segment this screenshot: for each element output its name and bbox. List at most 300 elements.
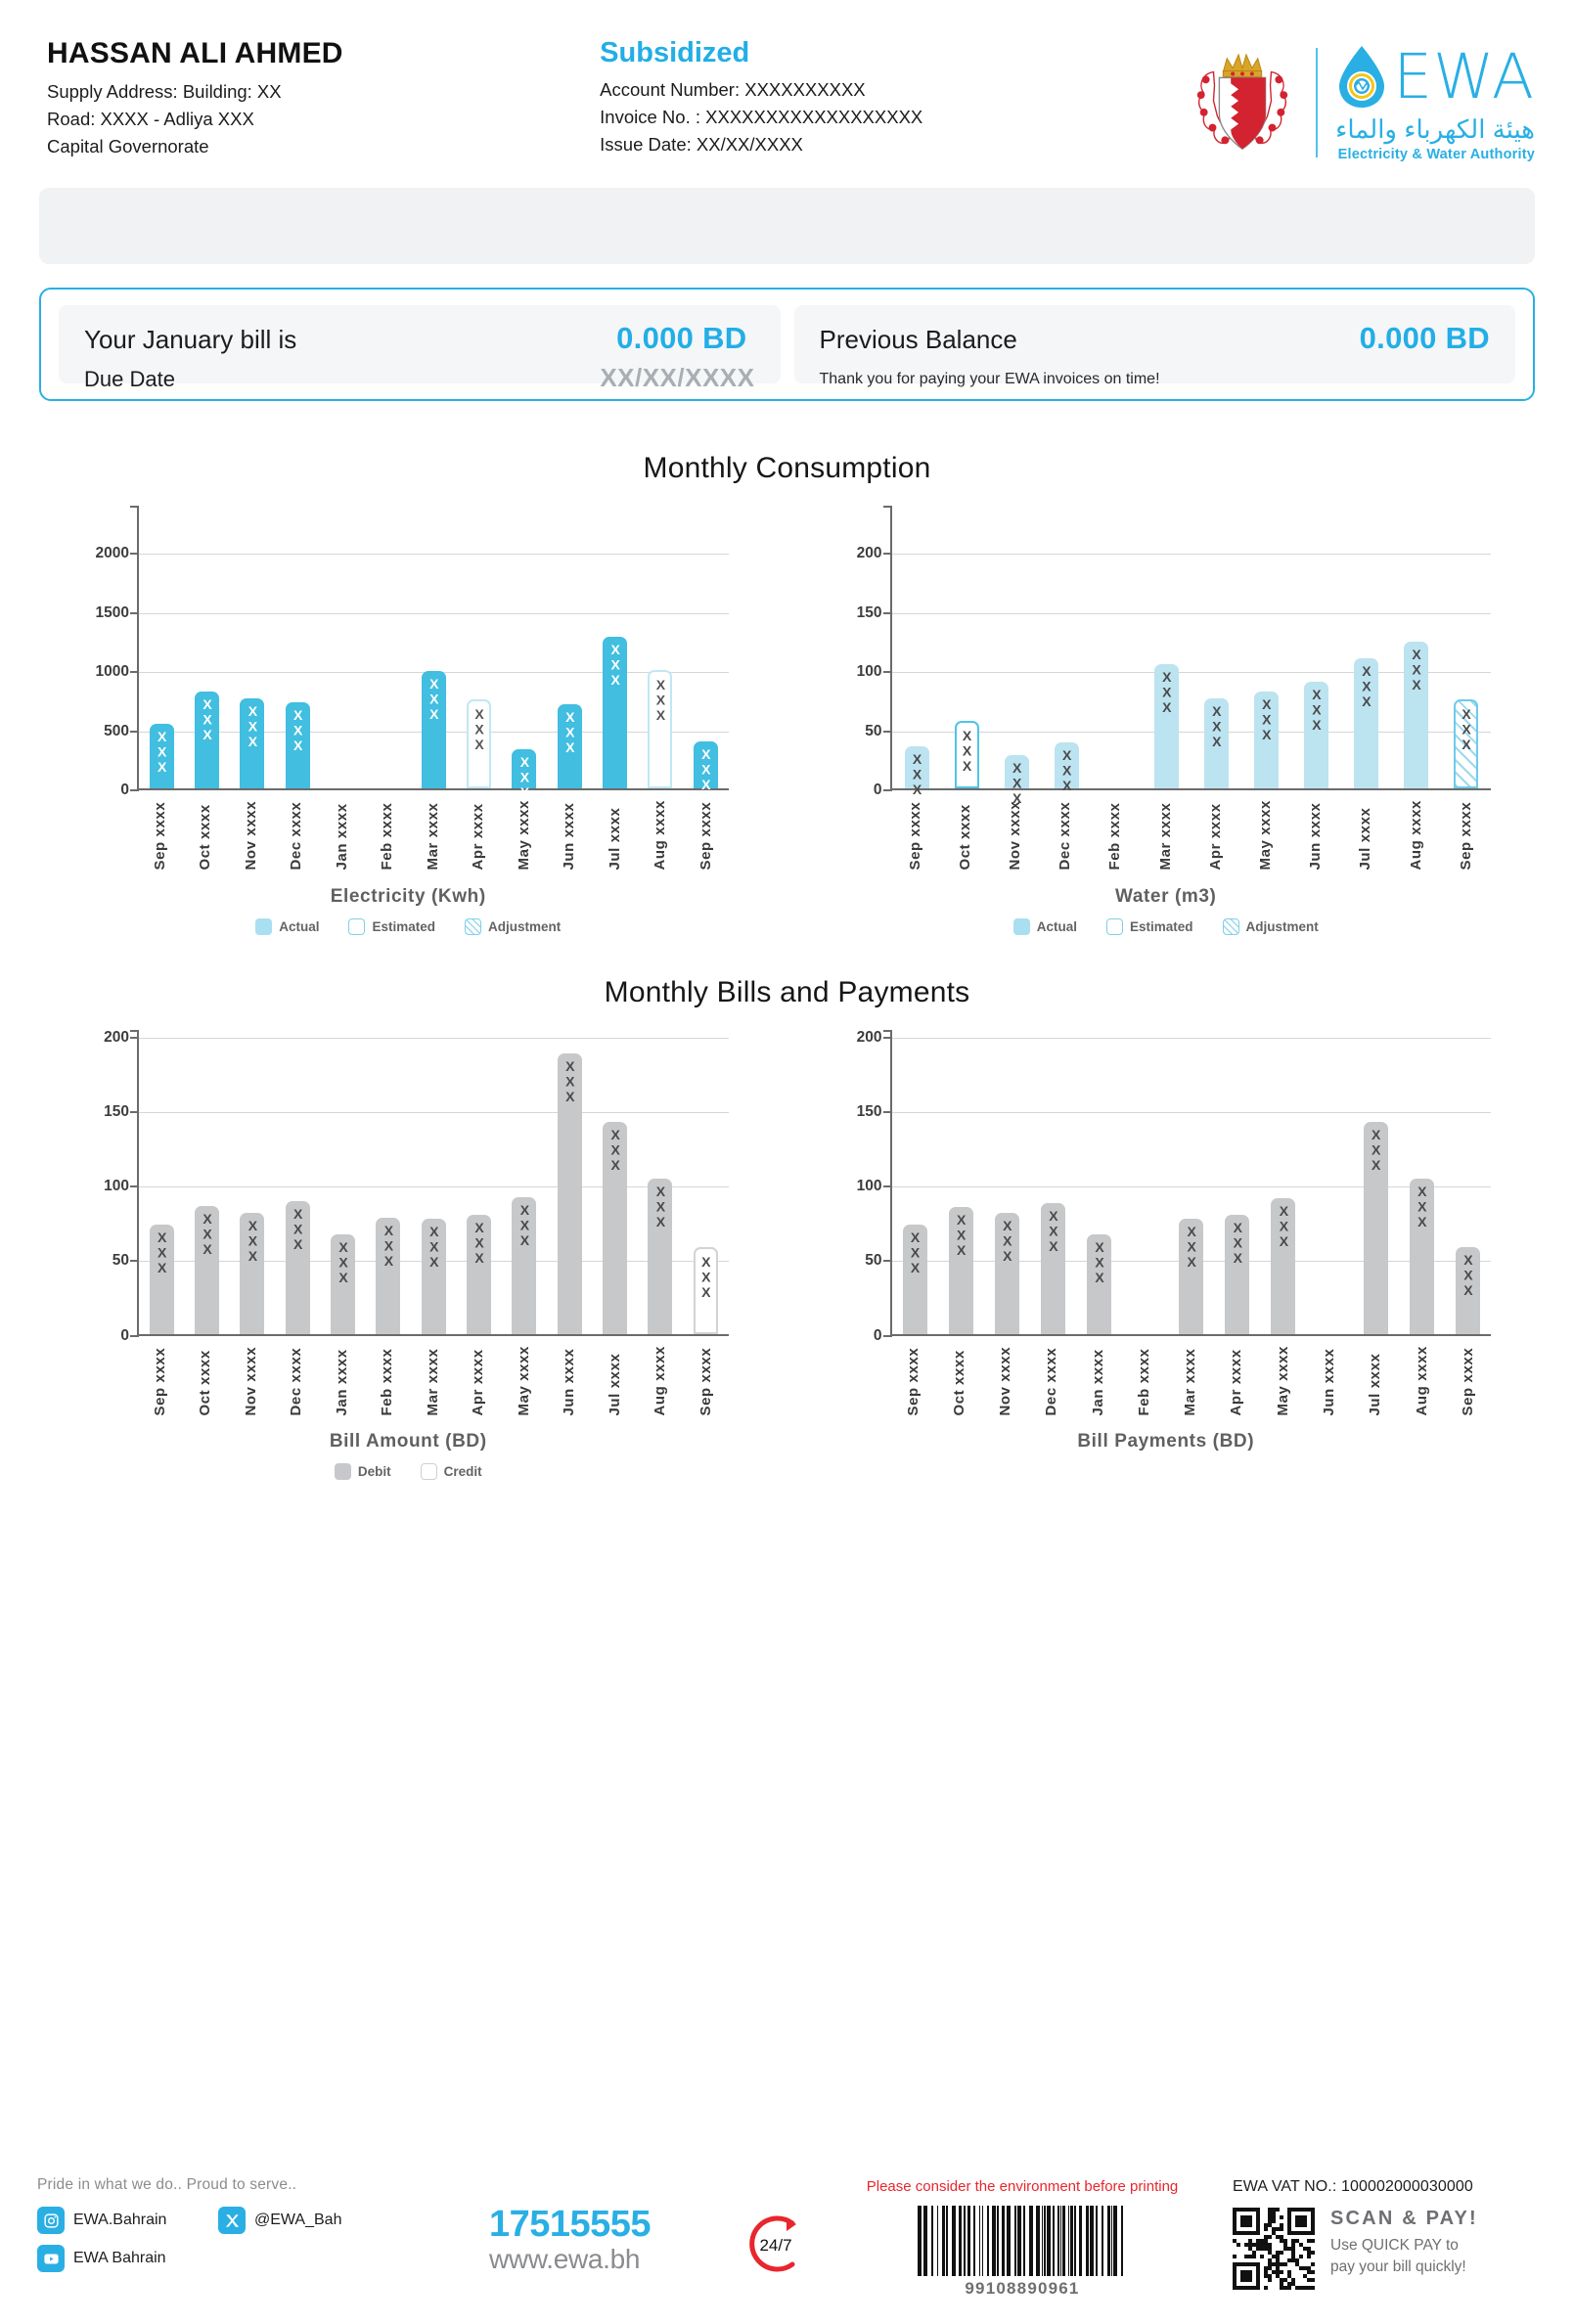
legend-label: Estimated [372,918,436,934]
bar-slot [547,1031,592,1334]
bar-value-label: XXX [652,677,669,723]
bar-slot [1291,507,1341,788]
bar-slot [1142,507,1192,788]
tariff-badge: Subsidized [600,37,750,68]
chart-bar [195,1206,219,1334]
barcode [812,2206,1233,2276]
website-url[interactable]: www.ewa.bh [489,2244,641,2274]
chart-bar [1005,755,1029,806]
chart-bar [995,1213,1019,1333]
plot-area [856,507,1492,806]
x-axis-label: May xxxx [515,800,532,871]
x-axis-label: Aug xxxx [652,1345,669,1416]
x-axis-label: Jul xxxx [1367,1353,1384,1416]
y-axis-tick-label: 0 [873,782,882,798]
y-axis-tick [130,553,139,555]
bar-slot [592,1031,637,1334]
y-axis-tick-label: 1000 [95,663,129,681]
y-axis-tick-label: 0 [120,1326,129,1344]
y-axis-top-cap [130,506,139,508]
bar-value-label: XXX [1308,687,1325,733]
chart-bar [1354,658,1378,788]
bar-value-label: XXX [336,1238,352,1285]
bill-summary-box [39,288,1535,401]
supply-address-line-2: Road: XXXX - Adliya XXX [47,109,254,130]
x-twitter-icon [218,2207,246,2234]
bar-value-label: XXX [562,1058,578,1104]
bar-slot [366,1031,411,1334]
x-axis-label: Sep xxxx [697,1347,714,1416]
x-axis-label: Oct xxxx [956,804,973,871]
y-axis-tick [130,1185,139,1187]
chart-footer [787,886,1546,935]
x-axis-label: Dec xxxx [1043,1347,1060,1416]
chart-bar [467,1215,491,1334]
bahrain-coat-of-arms-icon [1185,45,1300,160]
water-drop-icon [1333,43,1390,112]
bar-slot [1030,1031,1076,1334]
bar-value-label: XXX [245,1218,261,1264]
y-axis-tick [883,612,892,614]
logo-block [1185,37,1535,162]
chart-bar [694,1247,718,1333]
y-axis-tick-label: 150 [856,1103,882,1121]
bar-slot [230,1031,275,1334]
logo-english-name: Electricity & Water Authority [1337,147,1535,162]
chart-title: Bill Amount (BD) [329,1431,487,1452]
y-axis-tick [883,1111,892,1113]
bar-slot [938,1031,984,1334]
bar-value-label: XXX [1091,1238,1107,1285]
thank-you-note: Thank you for paying your EWA invoices on time! [819,371,1160,387]
chart-bar [422,1219,446,1333]
chart-bar [1041,1203,1065,1334]
bar-slot [1260,1031,1306,1334]
y-axis-tick-label: 0 [873,1326,882,1344]
x-axis-label: Aug xxxx [1413,1345,1430,1416]
footer-contact-block [489,2176,743,2275]
x-axis-label: Aug xxxx [1407,800,1424,871]
bar-slot [411,1031,456,1334]
y-axis-tick [883,731,892,733]
chart-bar [1304,682,1328,788]
x-axis-label: Sep xxxx [1457,801,1474,871]
bar-slot [1241,507,1291,788]
chart-bar [1456,1247,1480,1333]
x-axis-label: Sep xxxx [906,801,923,871]
chart-bar [331,1234,355,1334]
bar-slot [683,1031,728,1334]
legend-item [1013,918,1077,935]
chart-bar [903,1225,927,1333]
bar-slot [1092,507,1142,788]
bar-value-label: XXX [1460,1252,1476,1298]
x-axis-label: Dec xxxx [1057,801,1074,871]
bar-value-label: XXX [517,1201,533,1248]
bill-header [29,0,1545,162]
bar-value-label: XXX [1258,695,1275,742]
x-axis-label: Feb xxxx [379,1348,396,1416]
bar-slot [892,1031,938,1334]
chart-bar [558,704,582,788]
x-axis-label: Mar xxxx [424,802,441,871]
x-axis-labels [890,1346,1492,1416]
bar-slot [1042,507,1092,793]
bar-slot [184,507,229,788]
chart-bar [1271,1198,1295,1333]
y-axis-tick [883,1037,892,1039]
chart-legend [787,918,1546,935]
chart-bar [376,1218,400,1334]
y-axis-tick-label: 200 [104,1029,129,1047]
x-axis-label: Dec xxxx [288,801,305,871]
x-axis-label: Apr xxxx [1228,1348,1245,1416]
bar-slot [456,1031,501,1334]
previous-balance-card [794,305,1516,387]
bar-slot [942,507,992,788]
y-axis-tick [130,1260,139,1262]
chart-bar [1410,1179,1434,1333]
bar-value-label: XXX [953,1212,969,1258]
supply-address-line-1: Supply Address: Building: XX [47,81,282,102]
x-axis-label: Sep xxxx [904,1347,922,1416]
legend-swatch [421,1463,437,1480]
legend-item [335,1463,391,1480]
bar-slot [230,507,275,788]
bar-value-label: XXX [200,695,216,742]
chart-bar [949,1207,973,1333]
bar-value-label: XXX [652,1184,669,1229]
legend-swatch [465,918,481,935]
x-axis-labels [137,1346,729,1416]
due-date-value: XX/XX/XXXX [600,363,755,392]
previous-balance-amount: 0.000 BD [1359,321,1490,355]
footer-vat-scan-block [1233,2176,1545,2290]
chart-bar [603,1122,627,1333]
instagram-icon [37,2207,65,2234]
y-axis-top-cap [883,506,892,508]
chart-title: Bill Payments (BD) [1077,1431,1255,1452]
y-axis-tick-label: 2000 [95,545,129,562]
bar-slot [275,1031,320,1334]
bar-slot [638,507,683,788]
bar-slot [1445,1031,1491,1334]
x-axis-label: Jun xxxx [561,802,578,871]
chart-bar [422,671,446,788]
bars-container [892,507,1492,806]
scan-pay-title: SCAN & PAY! [1330,2208,1478,2229]
bar-slot [1168,1031,1214,1334]
legend-item [255,918,319,935]
plot-area [95,507,729,800]
bar-value-label: XXX [426,675,442,722]
y-axis-tick-label: 50 [865,1252,882,1270]
account-block [600,37,1185,158]
bar-slot [638,1031,683,1334]
youtube-handle: EWA Bahrain [73,2250,166,2266]
chart-bar [1364,1122,1388,1333]
bills-charts-row [29,1031,1545,1481]
bar-slot [1341,507,1391,788]
bar-slot [892,507,942,796]
scan-pay-line-2: pay your bill quickly! [1330,2258,1466,2275]
footer-social-block [29,2176,489,2272]
chart-bar [648,1179,672,1333]
bill-footer [29,2176,1545,2299]
bar-value-label: XXX [1408,647,1424,693]
bar-slot [275,507,320,788]
x-axis-label: Mar xxxx [1182,1348,1199,1416]
environment-note: Please consider the environment before printing [866,2178,1179,2195]
24-7-circle-icon [743,2212,808,2276]
availability-text: 24/7 [759,2236,792,2255]
chart-bar [648,670,672,788]
previous-balance-label: Previous Balance [819,325,1017,354]
x-axis-label: Feb xxxx [1135,1348,1152,1416]
bar-value-label: XXX [472,1219,488,1266]
y-axis-top-cap [130,1030,139,1032]
customer-block [39,37,600,160]
youtube-icon [37,2245,65,2272]
chart-bar [240,1213,264,1333]
chart-bar [1055,742,1079,793]
x-axis-label: Sep xxxx [1459,1347,1476,1416]
legend-swatch [1223,918,1239,935]
bar-value-label: XXX [1459,706,1475,752]
legend-label: Actual [1036,918,1077,934]
social-youtube[interactable] [37,2245,218,2272]
bar-slot [320,1031,365,1334]
y-axis-tick-label: 100 [856,1178,882,1195]
availability-badge [743,2176,812,2281]
x-axis-label: Apr xxxx [470,1348,487,1416]
bar-slot [139,507,184,788]
bar-slot [1214,1031,1260,1334]
chart-bar [150,724,174,788]
y-axis-tick [130,1335,139,1337]
qr-code[interactable] [1233,2208,1315,2290]
bar-slot [411,507,456,788]
legend-item [421,1463,482,1480]
chart-bar [1254,692,1279,788]
scan-pay-line-1: Use QUICK PAY to [1330,2237,1459,2254]
chart-bar [150,1225,174,1333]
x-axis-labels [890,800,1492,871]
logo-brand: EWA [1393,41,1535,113]
social-x-twitter[interactable] [218,2207,399,2234]
legend-item [1223,918,1319,935]
bar-value-label: XXX [1158,669,1175,715]
bar-slot [1391,507,1441,788]
bar-value-label: XXX [426,1224,442,1270]
x-axis-label: Nov xxxx [242,800,259,871]
bar-slot [320,507,365,788]
consumption-charts-row [29,507,1545,935]
chart-bar [1225,1215,1249,1334]
y-axis-tick [883,789,892,791]
bar-slot [1353,1031,1399,1334]
bars-container [139,1031,729,1334]
chart-footer [787,1431,1546,1452]
current-bill-card [59,305,781,392]
account-number: Account Number: XXXXXXXXXX [600,79,866,100]
bar-slot [139,1031,184,1334]
bar-value-label: XXX [999,1218,1015,1264]
chart-bar [1454,699,1478,788]
x-axis-label: Sep xxxx [151,801,168,871]
x-axis-label: Jun xxxx [561,1348,578,1416]
chart-legend [29,918,787,935]
x-axis-label: Nov xxxx [1007,800,1023,871]
bar-value-label: XXX [381,1222,397,1269]
x-axis-label: Jul xxxx [606,807,623,871]
y-axis-tick [883,1185,892,1187]
bar-slot [1399,1031,1445,1334]
chart-title: Electricity (Kwh) [330,885,486,907]
logo-arabic-name: هيئة الكهرباء والماء [1335,114,1535,144]
bar-slot [1122,1031,1168,1334]
notice-banner [39,188,1535,264]
bar-value-label: XXX [1276,1203,1292,1249]
chart-bar [1087,1234,1111,1334]
chart-title: Water (m3) [1115,885,1217,907]
y-axis-tick-label: 150 [856,603,882,621]
bar-value-label: XXX [1358,663,1374,709]
y-axis-tick-label: 0 [120,782,129,798]
y-axis-tick-label: 500 [104,722,129,739]
legend-item [465,918,561,935]
bar-slot [1192,507,1241,788]
x-axis-label: Aug xxxx [652,800,669,871]
bar-value-label: XXX [1368,1127,1384,1173]
x-axis-label: Oct xxxx [197,1349,214,1416]
x-axis-label: Jul xxxx [606,1353,623,1416]
bill-payments-chart [787,1031,1546,1481]
legend-label: Adjustment [488,918,562,934]
x-axis-label: Dec xxxx [288,1347,305,1416]
chart-bar [1404,642,1428,788]
x-axis-label: Feb xxxx [379,802,396,871]
y-axis-tick [883,553,892,555]
chart-bar [467,699,491,788]
x-axis-label: Jun xxxx [1307,802,1325,871]
bar-value-label: XXX [697,1254,714,1300]
x-axis-label: May xxxx [1257,800,1275,871]
y-axis-tick [130,731,139,733]
x-axis-label: Jun xxxx [1321,1348,1338,1416]
x-axis-label: Jul xxxx [1357,807,1374,871]
x-axis-label: Jan xxxx [1089,1348,1106,1416]
contact-phone[interactable]: 17515555 [489,2204,652,2245]
x-axis-label: Feb xxxx [1106,802,1124,871]
bar-value-label: XXX [1184,1224,1200,1270]
x-axis-labels [137,800,729,871]
issue-date: Issue Date: XX/XX/XXXX [600,134,803,156]
bar-slot [184,1031,229,1334]
bar-value-label: XXX [1230,1219,1246,1266]
monthly-consumption-title: Monthly Consumption [643,452,931,484]
y-axis-tick-label: 150 [104,1103,129,1121]
x-axis-label: Oct xxxx [197,804,214,871]
legend-label: Actual [279,918,320,934]
bar-slot [1076,1031,1122,1334]
y-axis-tick-label: 50 [865,722,882,739]
customer-name: HASSAN ALI AHMED [47,37,343,69]
chart-bar [240,698,264,788]
legend-swatch [348,918,365,935]
y-axis-tick-label: 200 [856,545,882,562]
y-axis-tick [130,1111,139,1113]
bar-value-label: XXX [1208,703,1225,749]
bar-value-label: XXX [1009,760,1025,806]
bar-value-label: XXX [697,746,714,792]
chart-bar [558,1053,582,1333]
electricity-chart [29,507,787,935]
plot-area [856,1029,1492,1344]
bar-value-label: XXX [200,1210,216,1257]
y-axis-tick-label: 100 [856,663,882,681]
bar-slot [992,507,1042,806]
bar-value-label: XXX [472,705,488,752]
chart-bar [1179,1219,1203,1333]
chart-bar [195,692,219,788]
bar-value-label: XXX [562,709,578,755]
chart-bar [694,741,718,792]
current-bill-amount: 0.000 BD [616,321,747,355]
legend-label: Credit [443,1464,482,1480]
x-axis-label: Mar xxxx [1156,802,1174,871]
bar-value-label: XXX [909,750,925,796]
bar-value-label: XXX [907,1229,923,1275]
bar-value-label: XXX [1058,746,1075,793]
instagram-handle: EWA.Bahrain [73,2212,167,2228]
current-bill-label: Your January bill is [84,325,297,354]
x-twitter-handle: @EWA_Bah [254,2212,342,2228]
x-axis-label: Apr xxxx [470,803,487,871]
vat-number: EWA VAT NO.: 100002000030000 [1233,2178,1473,2195]
y-axis-tick [130,612,139,614]
logo-divider [1316,48,1318,157]
bar-slot [502,507,547,800]
legend-swatch [1106,918,1123,935]
chart-bar [286,702,310,788]
bar-value-label: XXX [245,703,261,749]
barcode-bar [1123,2206,1127,2276]
y-axis-top-cap [883,1030,892,1032]
due-date-label: Due Date [84,367,175,391]
x-axis-label: Jan xxxx [333,1348,350,1416]
y-axis-tick-label: 200 [856,1029,882,1047]
social-instagram[interactable] [37,2207,218,2234]
bar-value-label: XXX [290,707,306,753]
y-axis-tick [130,1037,139,1039]
water-chart [787,507,1546,935]
barcode-number: 99108890961 [965,2279,1080,2298]
x-axis-label: Sep xxxx [151,1347,168,1416]
legend-item [1106,918,1193,935]
chart-bar [512,1197,536,1334]
chart-legend [29,1463,787,1480]
bar-slot [547,507,592,788]
x-axis-label: May xxxx [515,1345,532,1416]
x-axis-label: Oct xxxx [950,1349,967,1416]
chart-bar [603,637,627,788]
bars-container [139,507,729,800]
bar-slot [456,507,501,788]
x-axis-label: Jan xxxx [333,803,350,871]
legend-swatch [1013,918,1030,935]
y-axis-tick-label: 1500 [95,603,129,621]
